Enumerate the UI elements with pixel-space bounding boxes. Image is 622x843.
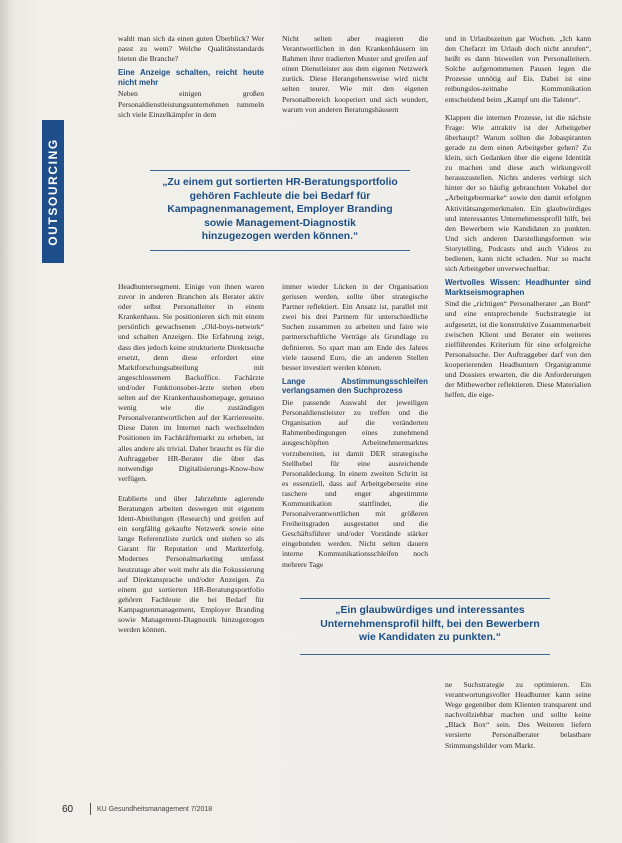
quote-line: Kampagnenmanagement, Employer Branding bbox=[167, 204, 393, 216]
quote-line: Unternehmensprofil hilft, bei den Bewerbern bbox=[320, 618, 540, 630]
page-number: 60 bbox=[62, 803, 74, 815]
column-2-top bbox=[282, 34, 428, 152]
quote-line: „Zu einem gut sortierten HR-Beratungsportfolio bbox=[162, 177, 398, 188]
paragraph: ne Suchstrategie zu optimieren. Ein verantwortungsvoller Headhunter kann seine Wege gegenüber dem Klienten transparent und nachvollziehbar machen und sollte keine „Black Box“ sein. Des Weiteren liefern versierte Personalberater belastbare Stimmungsbilder vom Markt. bbox=[445, 680, 591, 750]
pull-quote-2 bbox=[280, 604, 580, 645]
paragraph: Neben einigen großen Personaldienstleistungsunternehmen tummeln sich viele Einzelkämpfer in dem bbox=[118, 89, 264, 119]
quote-line: gehören Fachleute die bei Bedarf für bbox=[189, 190, 371, 202]
quote-rule-bottom bbox=[300, 654, 550, 655]
paragraph: Klappen die internen Prozesse, ist die nächste Frage: Wie attraktiv ist der Arbeitgeber überhaupt? Warum sollten die Jobaspiranten gerade zu dem einen Arbeitgeber gehen? Zu klein, sich Gedanken über die eigene Identität zu machen und diese auch wirkungsvoll herauszustellen. Nichts anderes verbirgt sich hinter der so häufig gebrauchten Vokabel der „Arbeitgebermarke“ sowie den damit erfolgten Aktivitätsangemerkmalen. Ein glaubwürdiges und interessantes Unternehmensprofil hilft, bei den Bewerbern wie Kandidaten zu punkten. Und sich anderen Darstellungsformen wie Storytelling, Podcasts und auch Videos zu bedienen, kann nicht schaden. Nur so macht sich Arbeitgeber unverwechselbar. bbox=[445, 112, 591, 274]
quote-line: sowie Management-Diagnostik bbox=[204, 217, 356, 229]
quote-rule-top bbox=[300, 598, 550, 599]
paragraph: Etablierte und über Jahrzehnte agierende Beratungen arbeiten deswegen mit eigenem Ident-Abteilungen (Research) und greifen auf ein sorgfältig gekaufte Netzwerk sowie eine lange Referenzliste zurück und stehen so als Garant für Reputation und Markterfolg. Modernes Personalmarketing umfasst heutzutage aber weit mehr als die Fokussierung auf Direktansprache und/oder Anzeigen. Zu einem gut sortierten HR-Beratungsportfolio gehören Fachleute die bei Bedarf für Kampagnenmanagement, Employer Branding sowie Management-Diagnostik hinzugezogen werden können. bbox=[118, 493, 264, 635]
paragraph: Nicht selten aber reagieren die Verantwortlichen in den Krankenhäusern im Rahmen ihrer tradierten Muster und greifen auf einen Dienstleister aus dem eigenen Netzwerk zurück. Diese Herangehensweise wird nicht selten teurer. Wie mit den eigenen Personalbereich kooperiert und sich wundert, warum von anderen Beratungshäusern bbox=[282, 34, 428, 114]
quote-line: hinzugezogen werden können.“ bbox=[201, 231, 359, 243]
paragraph: Headhuntersegment. Einige von ihnen waren zuvor in anderen Branchen als Berater aktiv oder selbst Personalleiter in einem Krankenhaus. Sie positionieren sich mit einem persönlich gewachsenen „Old-boys-network“ und schalten Anzeigen. Die Erfahrung zeigt, dass dies jedoch keine strukturierte Direktsuche ersetzt, denn diese erfordert eine Marktforschungsabteilung mit angeschlossenem Backoffice. Fachärzte und/oder Funktionsober-ärzte stehen eben selten auf der Krankenhaushomepage, genauso wenig wie die zuständigen Personalverantwortlichen auf der Karriereseite. Diese Daten im Internet nach wechselnden Positionen im Fachkräftemarkt zu erheben, ist alles andere als trivial. Daher braucht es für die Auftraggeber HR-Berater die über das notwendige Digitalisierungs-Know-how verfügen. bbox=[118, 282, 264, 483]
paragraph: wahlt man sich da einen guten Überblick? Wer passt zu wem? Welche Qualitätsstandards bieten die Branche? bbox=[118, 34, 264, 64]
column-1-main bbox=[118, 282, 264, 782]
paragraph: Die passende Auswahl der jeweiligen Personaldienstleister zu treffen und die Organisation auf die veränderten Rahmenbedingungen eines zunehmend ausgeschöpften Arbeitnehmermarktes vorzubereiten, ist damit DER strategische Stellhebel für eine ausreichende Personaldeckung. In einem zweiten Schritt ist es essenziell, dass auf Arbeitgeberseite eine raschere und enger abgestimmte Kommunikation stattfindet, die Personalverantwortlichen mit größeren Freiheitsgraden ausgestattet und die Geschäftsführer und/oder Vorstände stärker eingebunden werden. Nicht selten dauern interne Kommunikationsschleifen noch mehrere Tage bbox=[282, 398, 428, 569]
paragraph: immer wieder Lücken in der Organisation gerissen werden, sollte über strategische Partner reflektiert. Ein Ansatz ist, parallel mit zwei bis drei Partnern für unterschiedliche Suchen zusammen zu arbeiten und faire wie partnerschaftliche Verträge als Grundlage zu definieren. So spart man am Ende des Jahres viele tausend Euro, die an anderen Stellen besser investiert werden können. bbox=[282, 282, 428, 372]
quote-line: wie Kandidaten zu punkten.“ bbox=[358, 632, 501, 644]
column-2-main bbox=[282, 282, 428, 580]
quote-rule-top bbox=[150, 170, 410, 171]
subheading: Lange Abstimmungsschleifen verlangsamen den Suchprozess bbox=[282, 376, 428, 396]
column-3 bbox=[445, 34, 591, 584]
quote-rule-bottom bbox=[150, 250, 410, 251]
section-tab-label-wrap bbox=[42, 120, 64, 263]
quote-line: „Ein glaubwürdiges und interessantes bbox=[335, 605, 525, 616]
column-3-bottom bbox=[445, 680, 591, 780]
page-footer bbox=[62, 802, 462, 816]
section-label: OUTSOURCING bbox=[46, 137, 61, 246]
subheading: Eine Anzeige schalten, reicht heute nicht mehr bbox=[118, 68, 264, 87]
footer-divider bbox=[90, 803, 91, 815]
pull-quote-1 bbox=[120, 176, 440, 244]
publication-name: KU Gesundheitsmanagement 7/2018 bbox=[97, 805, 213, 813]
column-1-top bbox=[118, 34, 264, 152]
paragraph: und in Urlaubszeiten gar Wochen. „Ich kann den Chefarzt im Urlaub doch nicht anrufen“, heißt es dann bisweilen von Personalleitern. Solche aufgenommenen Pausen legen die Prozesse unnötig auf Eis. Dabei ist eine reibungslos-zeitnahe Kommunikation entscheidend beim „Kampf um die Talente“. bbox=[445, 34, 591, 104]
subheading: Wertvolles Wissen: Headhunter sind Marktseismographen bbox=[445, 278, 591, 297]
paragraph: Sind die „richtigen“ Personalberater „an Bord“ und eine entsprechende Suchstrategie ist aufgesetzt, ist die konstruktive Zusammenarbeit zwischen Klient und Berater ein weiteres zielführendes Kriterium für eine erfolgreiche Personalsuche. Der Auftraggeber darf von den kooperierenden Headhuntern Organigramme und Dossiers erwarten, die die Anforderungen der Mitbewerber reflektieren. Diese Materialien helfen, die eige- bbox=[445, 299, 591, 400]
